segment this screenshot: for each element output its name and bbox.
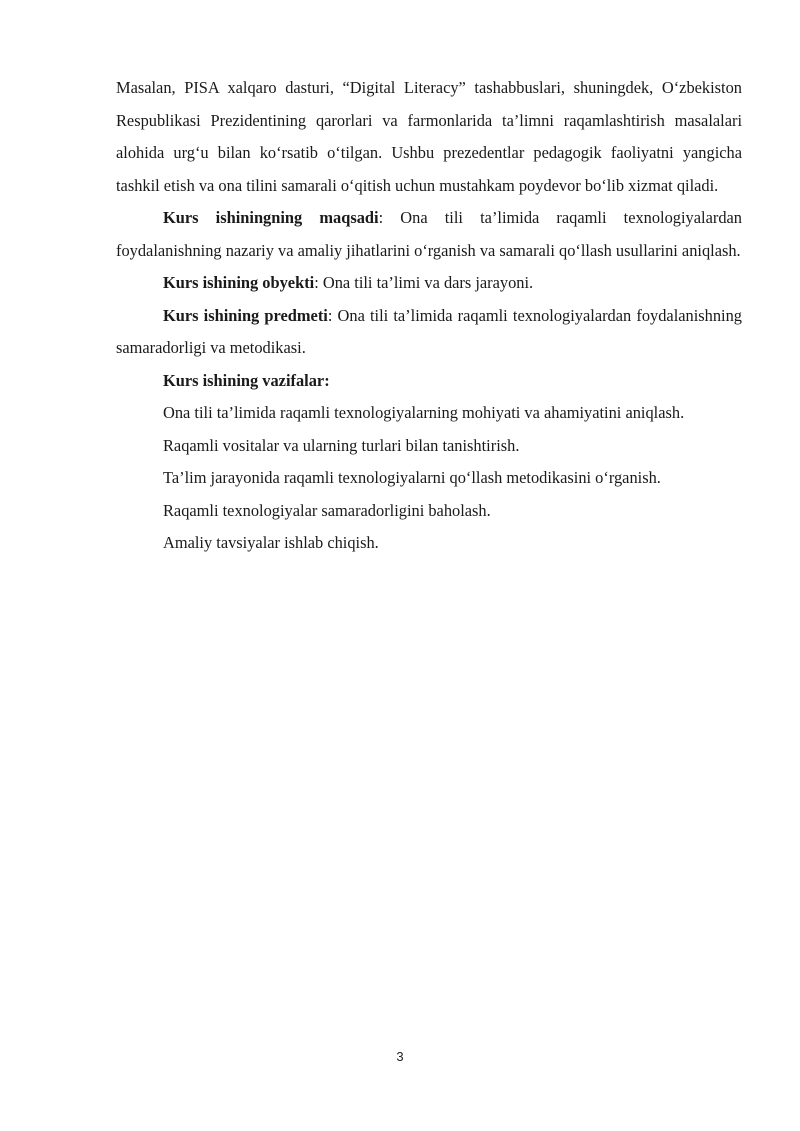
task-item: Raqamli vositalar va ularning turlari bilan tanishtirish. [163, 435, 520, 455]
goal-paragraph [116, 202, 742, 267]
object-text: : Ona tili ta’limi va dars jarayoni. [314, 273, 534, 292]
object-label: Kurs ishining obyekti [163, 273, 315, 292]
task-item: Amaliy tavsiyalar ishlab chiqish. [163, 533, 379, 552]
page-number: 3 [396, 1049, 404, 1064]
intro-paragraph: Masalan, PISA xalqaro dasturi, “Digital Literacy” tashabbuslari, shuningdek, O‘zbekiston Respublikasi Prezidentining qarorlari va farmonlarida ta’limni raqamlashtirish masalalari alohida urg‘u bilan ko‘rsatib o‘tilgan. Ushbu prezedentlar pedagogik faoliyatni yangicha tashkil etish va ona tilini samarali o‘qitish uchun mustahkam poydevor bo‘lib xizmat qiladi. [116, 78, 742, 195]
subject-text: : Ona tili ta’limida raqamli texnologiyalardan foydalanishning samaradorligi va metodikasi. [116, 305, 742, 357]
subject-label: Kurs ishining predmeti [163, 305, 328, 325]
goal-text: : Ona tili ta’limida raqamli texnologiyalardan foydalanishning nazariy va amaliy jihatlarini o‘rganish va samarali qo‘llash usullarini aniqlash. [116, 208, 742, 260]
task-item: Raqamli texnologiyalar samaradorligini baholash. [163, 500, 491, 520]
goal-label: Kurs ishiningning maqsadi [163, 208, 379, 227]
subject-paragraph [116, 300, 742, 365]
object-paragraph [116, 267, 742, 300]
task-item: Ona tili ta’limida raqamli texnologiyalarning mohiyati va ahamiyatini aniqlash. [163, 403, 685, 422]
body-text [116, 72, 742, 560]
task-item: Ta’lim jarayonida raqamli texnologiyalarni qo‘llash metodikasini o‘rganish. [163, 468, 661, 487]
tasks-heading: Kurs ishining vazifalar: [163, 370, 330, 390]
